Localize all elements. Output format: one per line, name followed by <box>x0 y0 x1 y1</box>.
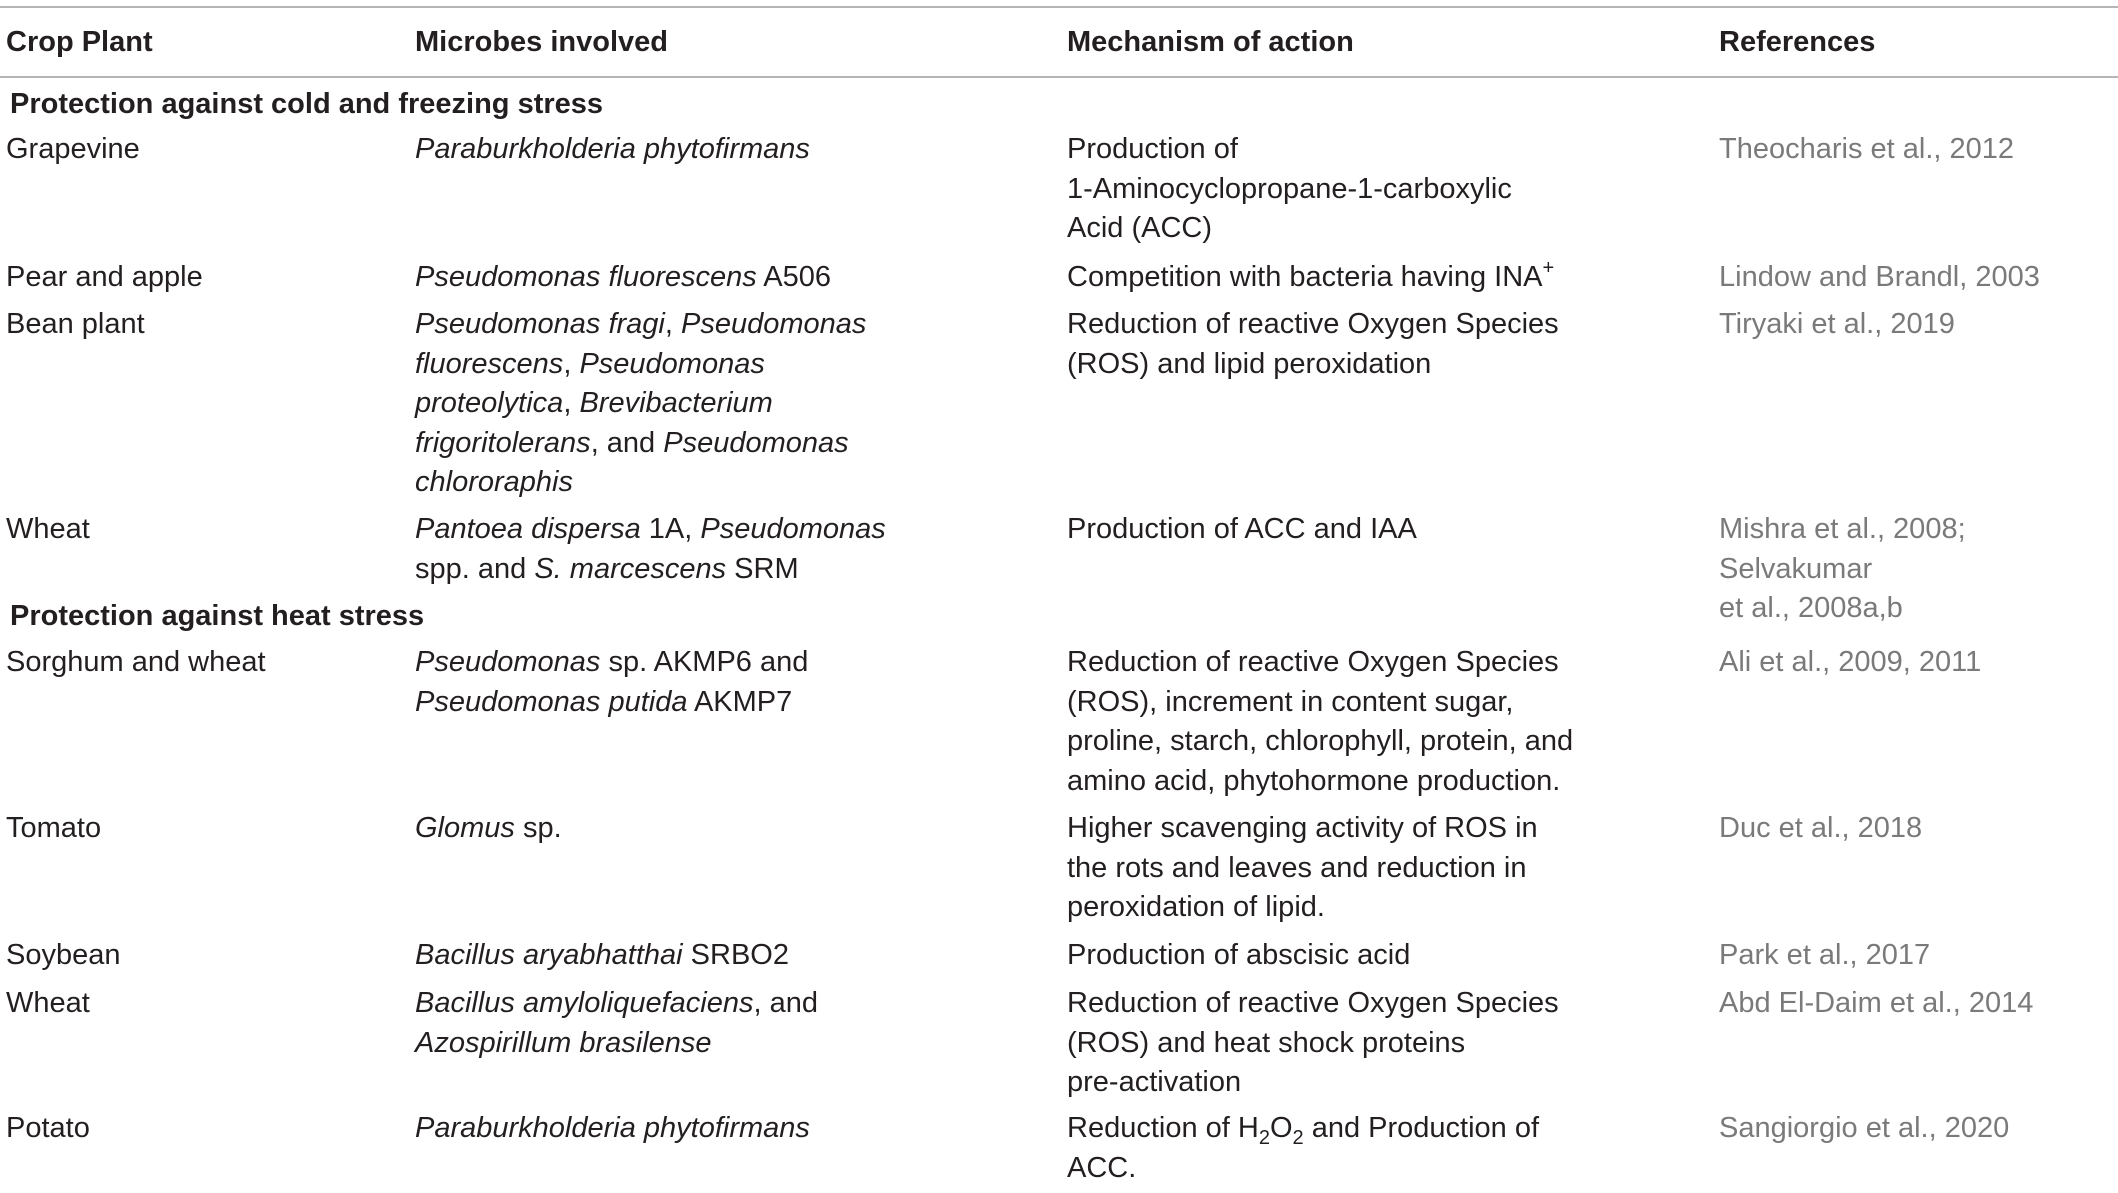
microbe-sep: , and <box>753 987 818 1019</box>
cell-crop: Pear and apple <box>6 261 203 293</box>
mechanism-text: Competition with bacteria having INA <box>1067 261 1543 293</box>
mechanism-line: pre-activation <box>1067 1066 1242 1098</box>
microbe-name: frigoritolerans <box>415 426 591 459</box>
reference-link[interactable]: Duc et al., 2018 <box>1719 812 1923 844</box>
cell-mechanism <box>1067 510 1587 550</box>
cell-crop: Grapevine <box>6 133 140 165</box>
cell-microbes <box>415 1109 915 1149</box>
microbe-line <box>415 305 915 345</box>
mechanism-line: peroxidation of lipid. <box>1067 891 1325 923</box>
reference-link[interactable]: Tiryaki et al., 2019 <box>1719 308 1955 340</box>
microbe-name: Pseudomonas <box>681 308 867 340</box>
cell-microbes <box>415 936 915 976</box>
microbe-name: Bacillus amyloliquefaciens <box>415 987 754 1019</box>
cell-crop: Wheat <box>6 987 90 1019</box>
table-row-wheat-heat <box>0 984 2118 1109</box>
reference-link[interactable]: Sangiorgio et al., 2020 <box>1719 1112 2010 1144</box>
microbe-strain: AKMP7 <box>687 685 793 718</box>
cell-crop: Soybean <box>6 939 121 971</box>
microbe-line <box>415 550 915 590</box>
microbe-strain: A506 <box>756 261 831 293</box>
subscript: 2 <box>1292 1127 1304 1149</box>
header-references: References <box>1719 26 1876 58</box>
microbe-name: S. marcescens <box>534 552 727 585</box>
cell-crop: Bean plant <box>6 308 145 340</box>
mechanism-line: (ROS) and heat shock proteins <box>1067 1026 1466 1059</box>
microbe-name: Brevibacterium <box>579 387 773 419</box>
mechanism-line: ACC. <box>1067 1151 1137 1184</box>
reference-link[interactable]: Lindow and Brandl, 2003 <box>1719 261 2040 293</box>
mechanism-line: 1-Aminocyclopropane-1-carboxylic <box>1067 172 1512 205</box>
microbe-name: Paraburkholderia phytofirmans <box>415 133 810 165</box>
mechanism-line: Production of <box>1067 133 1238 165</box>
table-row-sorghum <box>0 643 2118 809</box>
microbe-sep: , <box>664 308 681 340</box>
section-cold-title: Protection against cold and freezing stress <box>10 88 604 120</box>
mechanism-line <box>1067 1109 1587 1149</box>
microbe-name: fluorescens <box>415 347 564 380</box>
section-heat <box>0 596 2118 643</box>
header-crop: Crop Plant <box>6 26 153 58</box>
microbe-line <box>415 643 915 683</box>
mechanism-text: and Production of <box>1303 1112 1540 1144</box>
microbe-line <box>415 384 915 424</box>
reference-link[interactable]: Mishra et al., 2008; Selvakumar <box>1719 513 1966 585</box>
table-row-potato <box>0 1109 2118 1193</box>
data-table <box>0 6 2118 1193</box>
cell-microbes <box>415 258 915 298</box>
microbe-name: Paraburkholderia phytofirmans <box>415 1112 810 1144</box>
microbe-strain: SRBO2 <box>682 939 789 971</box>
microbe-name: Glomus <box>415 812 515 844</box>
microbe-line <box>415 510 915 550</box>
microbe-name: Pseudomonas fluorescens <box>415 261 757 293</box>
microbe-line <box>415 463 915 503</box>
cell-mechanism <box>1067 936 1587 976</box>
subscript: 2 <box>1258 1127 1270 1149</box>
microbe-line <box>415 809 915 849</box>
mechanism-line: proline, starch, chlorophyll, protein, and <box>1067 725 1574 757</box>
microbe-sep: , and <box>590 426 664 459</box>
microbe-strain: SRM <box>726 552 799 585</box>
table-row-soybean <box>0 936 2118 984</box>
cell-crop: Potato <box>6 1112 90 1144</box>
reference-link[interactable]: Ali et al., 2009, 2011 <box>1719 646 1982 678</box>
cell-mechanism <box>1067 643 1587 801</box>
mechanism-line: Acid (ACC) <box>1067 212 1213 244</box>
microbe-name: Pseudomonas <box>579 347 765 380</box>
cell-references <box>1719 130 2118 170</box>
cell-references <box>1719 1109 2118 1149</box>
cell-microbes <box>415 305 915 503</box>
cell-microbes <box>415 130 915 170</box>
table-row-grapevine <box>0 130 2118 258</box>
table-row-pear-apple <box>0 258 2118 305</box>
mechanism-line: amino acid, phytohormone production. <box>1067 764 1561 797</box>
mechanism-line: Production of abscisic acid <box>1067 939 1411 971</box>
microbe-line <box>415 424 915 464</box>
cell-crop: Sorghum and wheat <box>6 646 266 678</box>
microbe-line <box>415 345 915 385</box>
microbe-name: Pantoea dispersa <box>415 513 641 545</box>
table-row-tomato <box>0 809 2118 936</box>
table-header <box>0 8 2118 76</box>
mechanism-line: the rots and leaves and reduction in <box>1067 851 1527 884</box>
cell-mechanism <box>1067 258 1587 298</box>
cell-microbes <box>415 510 915 589</box>
microbe-name: Pseudomonas <box>700 513 886 545</box>
cell-references <box>1719 305 2118 345</box>
microbe-name: Pseudomonas <box>663 426 849 459</box>
microbe-name: chlororaphis <box>415 466 573 498</box>
microbe-sep: , <box>563 387 580 419</box>
microbe-line <box>415 683 915 723</box>
microbe-line <box>415 936 915 976</box>
microbe-strain: sp. AKMP6 and <box>600 646 809 678</box>
reference-link[interactable]: Abd El-Daim et al., 2014 <box>1719 987 2034 1019</box>
microbe-name: proteolytica <box>415 387 564 419</box>
section-cold <box>0 78 2118 130</box>
microbe-line <box>415 984 915 1024</box>
cell-mechanism <box>1067 130 1587 249</box>
cell-crop: Wheat <box>6 513 90 545</box>
cell-mechanism <box>1067 984 1587 1103</box>
microbe-line <box>415 1024 915 1064</box>
section-heat-title: Protection against heat stress <box>10 600 425 632</box>
cell-microbes <box>415 809 915 849</box>
mechanism-text: O <box>1269 1112 1293 1144</box>
cell-mechanism <box>1067 305 1587 384</box>
microbe-sep: , <box>563 347 580 380</box>
microbe-strain: sp. <box>514 812 562 844</box>
mechanism-line: Reduction of reactive Oxygen Species <box>1067 987 1559 1019</box>
reference-link[interactable]: et al., 2008a,b <box>1719 592 1903 624</box>
cell-references <box>1719 809 2118 849</box>
microbe-name: Bacillus aryabhatthai <box>415 939 683 971</box>
header-microbes: Microbes involved <box>415 26 669 58</box>
reference-link[interactable]: Park et al., 2017 <box>1719 939 1931 971</box>
mechanism-superscript: + <box>1542 257 1555 279</box>
mechanism-line: (ROS), increment in content sugar, <box>1067 685 1514 718</box>
cell-mechanism <box>1067 809 1587 928</box>
microbe-name: Pseudomonas fragi <box>415 308 665 340</box>
cell-crop: Tomato <box>6 812 102 844</box>
microbe-name: Pseudomonas <box>415 646 601 678</box>
cell-references <box>1719 936 2118 976</box>
cell-references <box>1719 258 2118 298</box>
cell-mechanism <box>1067 1109 1587 1188</box>
microbe-name: Pseudomonas putida <box>415 685 688 718</box>
mechanism-line: (ROS) and lipid peroxidation <box>1067 347 1432 380</box>
mechanism-line: Production of ACC and IAA <box>1067 513 1417 545</box>
microbe-sep: spp. and <box>415 552 535 585</box>
microbe-name: Azospirillum brasilense <box>415 1026 712 1059</box>
cell-microbes <box>415 984 915 1063</box>
cell-references <box>1719 643 2118 683</box>
reference-link[interactable]: Theocharis et al., 2012 <box>1719 133 2015 165</box>
header-mechanism: Mechanism of action <box>1067 26 1354 58</box>
mechanism-line: Higher scavenging activity of ROS in <box>1067 812 1538 844</box>
table-row-bean <box>0 305 2118 510</box>
microbe-sep: 1A, <box>640 513 701 545</box>
cell-references <box>1719 984 2118 1024</box>
mechanism-line: Reduction of reactive Oxygen Species <box>1067 308 1559 340</box>
mechanism-text: Reduction of H <box>1067 1112 1259 1144</box>
mechanism-line: Reduction of reactive Oxygen Species <box>1067 646 1559 678</box>
cell-microbes <box>415 643 915 722</box>
